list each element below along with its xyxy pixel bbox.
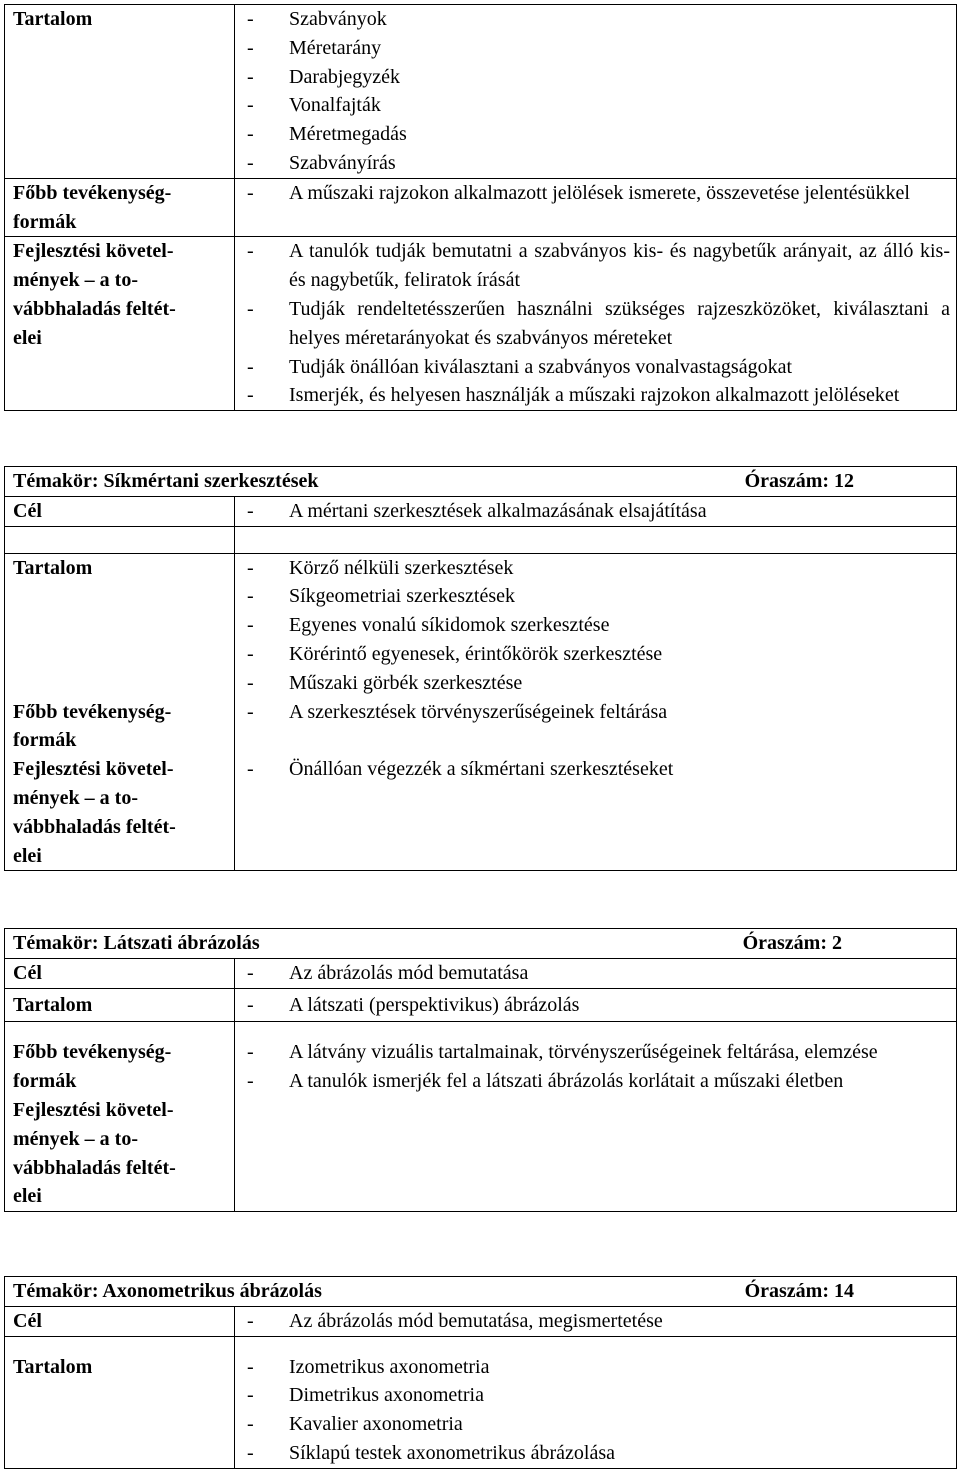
list-item: - Kavalier axonometria	[247, 1413, 463, 1436]
list-item: - Dimetrikus axonometria	[247, 1384, 484, 1407]
list-item: - Vonalfajták	[247, 94, 381, 117]
list-item: - Körérintő egyenesek, érintőkörök szerkesztése	[247, 642, 663, 665]
list-item: - Ismerjék, és helyesen használják a műszaki rajzokon alkalmazott jelöléseket	[247, 384, 900, 407]
list-item: - Síkgeometriai szerkesztések	[247, 585, 516, 608]
list-item: - Tudják rendeltetésszerűen használni szükséges rajzeszközöket, kiválasztani a helyes méretarányokat és szabványos méreteket	[247, 297, 950, 349]
list-item: - Darabjegyzék	[247, 65, 401, 88]
topic-header	[5, 467, 957, 497]
fobb-fejl-label: Főbb tevékenység- formák Fejlesztési követel- mények – a to- vábbhaladás feltét- elei	[5, 1022, 235, 1212]
topic-title: Témakör: Síkmértani szerkesztések	[13, 470, 319, 492]
list-item: - Méretmegadás	[247, 123, 407, 146]
cel-text: - Az ábrázolás mód bemutatása	[235, 958, 957, 988]
tartalom-list	[235, 988, 957, 1022]
list-item: - Síklapú testek axonometrikus ábrázolása	[247, 1441, 616, 1464]
cel-label: Cél	[5, 1306, 235, 1336]
block2-table	[4, 466, 957, 871]
block1-table	[4, 4, 957, 411]
tartalom-list	[235, 1336, 957, 1468]
fejl-list	[235, 237, 957, 411]
cel-text: - A mértani szerkesztések alkalmazásának elsajátítása	[235, 496, 957, 526]
list-item: - A tanulók tudják bemutatni a szabványos kis- és nagybetűk arányait, az álló kis- és nagybetűk, feliratok írását	[247, 240, 950, 292]
cel-label: Cél	[5, 496, 235, 526]
list-item: - A látvány vizuális tartalmainak, törvényszerűségeinek feltárása, elemzése	[247, 1041, 878, 1064]
list-item: - A műszaki rajzokon alkalmazott jelölések ismerete, összevetése jelentésükkel	[247, 181, 910, 204]
list-item: - Körző nélküli szerkesztések	[247, 556, 514, 579]
topic-header	[5, 1277, 957, 1307]
fobb-label: Főbb tevékenység- formák	[5, 178, 235, 237]
list-item: - Egyenes vonalú síkidomok szerkesztése	[247, 614, 610, 637]
tartalom-label: Tartalom	[5, 988, 235, 1022]
list-item: - Szabványírás	[247, 151, 396, 174]
tartalom-label: Tartalom Főbb tevékenység- formák Fejlesztési követel- mények – a to- vábbhaladás feltét- elei	[5, 553, 235, 871]
cel-label: Cél	[5, 958, 235, 988]
topic-hours: Óraszám: 2	[742, 932, 842, 954]
tartalom-list	[235, 5, 957, 179]
tartalom-label: Tartalom	[5, 1336, 235, 1468]
topic-hours: Óraszám: 14	[744, 1280, 854, 1302]
list-item: - Tudják önállóan kiválasztani a szabványos vonalvastagságokat	[247, 355, 793, 378]
tartalom-label: Tartalom	[5, 5, 235, 179]
tartalom-list	[235, 553, 957, 871]
topic-title: Témakör: Axonometrikus ábrázolás	[13, 1280, 322, 1302]
fobb-list	[235, 178, 957, 237]
list-item: - Önállóan végezzék a síkmértani szerkesztéseket	[247, 758, 674, 781]
fejl-label: Fejlesztési követel- mények – a to- vábbhaladás feltét- elei	[5, 237, 235, 411]
block3-table	[4, 928, 957, 1212]
fobb-fejl-list	[235, 1022, 957, 1212]
block4-table	[4, 1276, 957, 1469]
list-item: - Műszaki görbék szerkesztése	[247, 671, 523, 694]
topic-header	[5, 929, 957, 959]
spacer	[5, 526, 235, 553]
spacer	[235, 526, 957, 553]
list-item: - A tanulók ismerjék fel a látszati ábrázolás korlátait a műszaki életben	[247, 1070, 844, 1093]
cel-text: - Az ábrázolás mód bemutatása, megismertetése	[235, 1306, 957, 1336]
list-item: - Izometrikus axonometria	[247, 1355, 490, 1378]
list-item: - Méretarány	[247, 36, 382, 59]
topic-hours: Óraszám: 12	[744, 470, 855, 492]
list-item: - Szabványok	[247, 8, 387, 30]
list-item: - A látszati (perspektivikus) ábrázolás	[247, 993, 580, 1016]
list-item: - A szerkesztések törvényszerűségeinek feltárása	[247, 700, 668, 723]
topic-title: Témakör: Látszati ábrázolás	[13, 932, 260, 954]
